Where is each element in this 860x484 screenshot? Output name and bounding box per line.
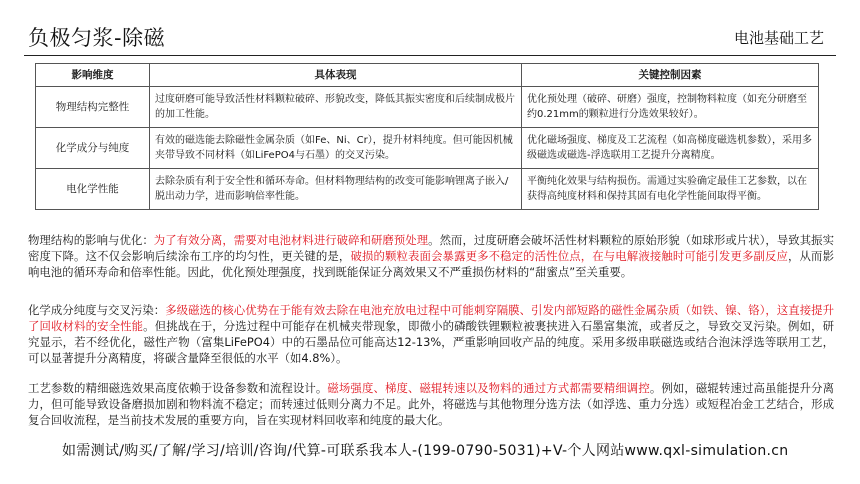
paragraph-lead: 物理结构的影响与优化： [28,233,154,247]
brand-label: 电池基础工艺 [733,29,824,47]
paragraph-process-parameters [28,380,834,428]
paragraph-text: 。然而，过度研磨会破坏活性材料颗粒的原始形貌（如球形或片状），导致其振实密度下降。这不仅会影响后续涂布工序的均匀性，更关键的是， [28,233,834,263]
table-row [36,169,819,210]
dimension-cell: 物理结构完整性 [36,87,150,128]
effect-cell: 去除杂质有利于安全性和循环寿命。但材料物理结构的改变可能影响锂离子嵌入/脱出动力学，进而影响倍率性能。 [150,169,522,210]
effect-cell: 过度研磨可能导致活性材料颗粒破碎、形貌改变，降低其振实密度和后续制成极片的加工性能。 [150,87,522,128]
title-divider [24,55,836,56]
table-row [36,87,819,128]
emphasis-text: 为了有效分离，需要对电池材料进行破碎和研磨预处理 [153,233,429,247]
paragraph-text: 。例如，磁辊转速过高虽能提升分离力，但可能导致设备磨损加剧和物料流不稳定；而转速过低则分离力不足。此外，将磁选与其他物理分选方法（如浮选、重力分选）或短程冶金工艺结合，形成复合回收流程，是当前技术发展的重要方向，旨在实现材料回收率和纯度的最大化。 [28,381,834,427]
page-title: 负极匀浆-除磁 [28,26,166,50]
table-header-row [36,64,819,87]
paragraph-lead: 工艺参数的精细磁选效果高度依赖于设备参数和流程设计。 [28,381,328,395]
column-header: 关键控制因素 [522,64,819,87]
column-header: 具体表现 [150,64,522,87]
paragraph-chemical-purity [28,302,834,366]
paragraph-text: ，从而影响电池的循环寿命和倍率性能。因此，优化预处理强度，找到既能保证分离效果又不严重损伤材料的“甜蜜点”至关重要。 [28,249,834,279]
control-cell: 优化预处理（破碎、研磨）强度，控制物料粒度（如充分研磨至约0.21mm的颗粒进行分选效果较好）。 [522,87,819,128]
emphasis-text: 多级磁选的核心优势在于能有效去除在电池充放电过程中可能刺穿隔膜、引发内部短路的磁性金属杂质（如铁、镍、铬），这直接提升了回收材料的安全性能 [28,303,834,333]
paragraph-physical-structure [28,232,834,280]
table-row [36,128,819,169]
control-cell: 平衡纯化效果与结构损伤。需通过实验确定最佳工艺参数，以在获得高纯度材料和保持其固有电化学性能间取得平衡。 [522,169,819,210]
paragraph-lead: 化学成分纯度与交叉污染： [28,303,166,317]
emphasis-text: 磁场强度、梯度、磁辊转速以及物料的通过方式都需要精细调控 [327,381,650,395]
impact-table [35,63,819,210]
dimension-cell: 电化学性能 [36,169,150,210]
dimension-cell: 化学成分与纯度 [36,128,150,169]
contact-footer: 如需测试/购买/了解/学习/培训/咨询/代算-可联系我本人-(199-0790-5031)+V-个人网站www.qxl-simulation.cn [62,443,789,459]
control-cell: 优化磁场强度、梯度及工艺流程（如高梯度磁选机参数），采用多级磁选或磁选-浮选联用工艺提升分离精度。 [522,128,819,169]
column-header: 影响维度 [36,64,150,87]
paragraph-text: 。但挑战在于，分选过程中可能存在机械夹带现象，即微小的磷酸铁锂颗粒被裹挟进入石墨富集流，或者反之，导致交叉污染。例如，研究显示，若不经优化，磁性产物（富集LiFePO4）中的石墨品位可能高达12-13%，严重影响回收产品的纯度。采用多级串联磁选或结合泡沫浮选等联用工艺，可以显著提升分离精度，将碳含量降至很低的水平（如4.8%）。 [28,319,834,365]
emphasis-text: 破损的颗粒表面会暴露更多不稳定的活性位点，在与电解液接触时可能引发更多副反应 [350,249,789,263]
effect-cell: 有效的磁选能去除磁性金属杂质（如Fe、Ni、Cr），提升材料纯度。但可能因机械夹带导致不同材料（如LiFePO4与石墨）的交叉污染。 [150,128,522,169]
